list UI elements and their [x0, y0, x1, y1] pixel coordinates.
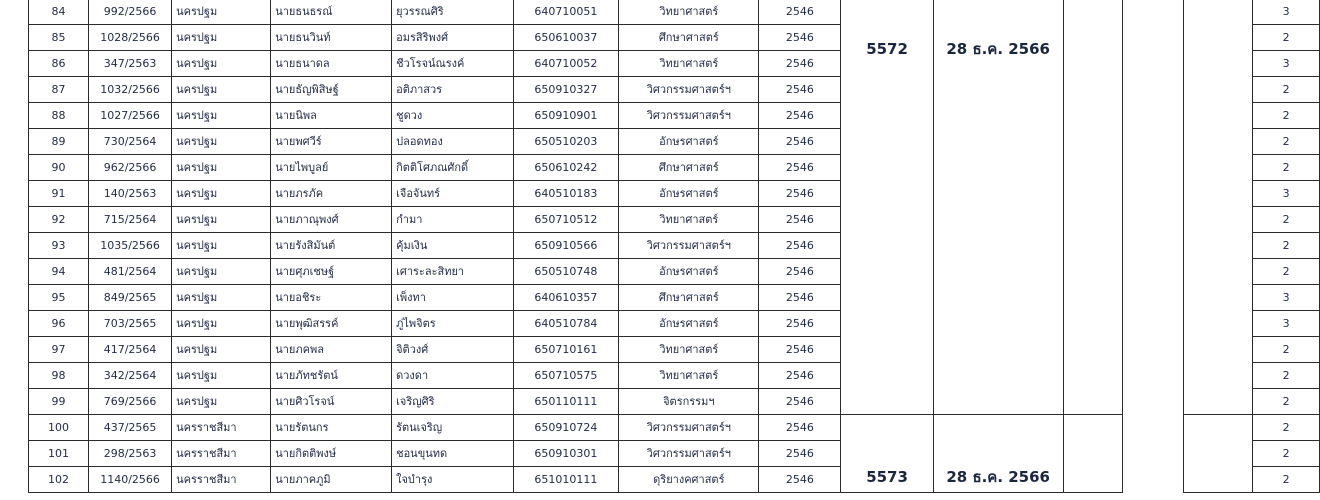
faculty-cell: วิศวกรรมศาสตร์ฯ	[619, 233, 759, 259]
first-name-cell: นายพุฒิสรรค์	[271, 311, 392, 337]
birth-year-cell: 2546	[759, 285, 841, 311]
units-cell: 3	[1253, 0, 1320, 25]
reference-number-cell: 703/2565	[89, 311, 172, 337]
birth-year-cell: 2546	[759, 441, 841, 467]
reference-number-cell: 481/2564	[89, 259, 172, 285]
province-cell: นครราชสีมา	[172, 467, 271, 493]
first-name-cell: นายพศวีร์	[271, 129, 392, 155]
first-name-cell: นายภรภัค	[271, 181, 392, 207]
faculty-cell: อักษรศาสตร์	[619, 181, 759, 207]
birth-year-cell: 2546	[759, 207, 841, 233]
row-number-cell: 92	[29, 207, 89, 233]
first-name-cell: นายธนธรณ์	[271, 0, 392, 25]
faculty-cell: วิทยาศาสตร์	[619, 337, 759, 363]
reference-number-cell: 417/2564	[89, 337, 172, 363]
units-cell: 2	[1253, 467, 1320, 493]
province-cell: นครปฐม	[172, 233, 271, 259]
faculty-cell: วิศวกรรมศาสตร์ฯ	[619, 441, 759, 467]
first-name-cell: นายอชิระ	[271, 285, 392, 311]
faculty-cell: วิศวกรรมศาสตร์ฯ	[619, 77, 759, 103]
reference-number-cell: 298/2563	[89, 441, 172, 467]
student-id-cell: 640710051	[513, 0, 619, 25]
units-cell: 2	[1253, 389, 1320, 415]
reference-number-cell: 437/2565	[89, 415, 172, 441]
birth-year-cell: 2546	[759, 25, 841, 51]
gap-column-cell	[1123, 415, 1184, 493]
units-cell: 2	[1253, 103, 1320, 129]
student-id-cell: 650910566	[513, 233, 619, 259]
order-date-cell: 28 ธ.ค. 2566	[933, 0, 1063, 415]
reference-number-cell: 1028/2566	[89, 25, 172, 51]
row-number-cell: 87	[29, 77, 89, 103]
reference-number-cell: 1035/2566	[89, 233, 172, 259]
reference-number-cell: 962/2566	[89, 155, 172, 181]
birth-year-cell: 2546	[759, 337, 841, 363]
birth-year-cell: 2546	[759, 233, 841, 259]
last-name-cell: กิตติโศภณศักดิ์	[392, 155, 513, 181]
student-id-cell: 650910301	[513, 441, 619, 467]
row-number-cell: 99	[29, 389, 89, 415]
last-name-cell: ปลอดทอง	[392, 129, 513, 155]
row-number-cell: 84	[29, 0, 89, 25]
last-name-cell: ชอนขุนทด	[392, 441, 513, 467]
birth-year-cell: 2546	[759, 389, 841, 415]
student-id-cell: 650710512	[513, 207, 619, 233]
faculty-cell: อักษรศาสตร์	[619, 129, 759, 155]
province-cell: นครปฐม	[172, 0, 271, 25]
reference-number-cell: 342/2564	[89, 363, 172, 389]
reference-number-cell: 347/2563	[89, 51, 172, 77]
province-cell: นครปฐม	[172, 259, 271, 285]
last-name-cell: ยุวรรณศิริ	[392, 0, 513, 25]
first-name-cell: นายภาณุพงศ์	[271, 207, 392, 233]
first-name-cell: นายไพบูลย์	[271, 155, 392, 181]
province-cell: นครปฐม	[172, 311, 271, 337]
units-cell: 2	[1253, 129, 1320, 155]
student-id-cell: 650910327	[513, 77, 619, 103]
units-cell: 2	[1253, 441, 1320, 467]
student-id-cell: 650910901	[513, 103, 619, 129]
row-number-cell: 88	[29, 103, 89, 129]
last-name-cell: เศาระละสิทยา	[392, 259, 513, 285]
birth-year-cell: 2546	[759, 0, 841, 25]
student-id-cell: 650710161	[513, 337, 619, 363]
faculty-cell: วิศวกรรมศาสตร์ฯ	[619, 103, 759, 129]
row-number-cell: 96	[29, 311, 89, 337]
faculty-cell: วิทยาศาสตร์	[619, 363, 759, 389]
row-number-cell: 90	[29, 155, 89, 181]
row-number-cell: 100	[29, 415, 89, 441]
last-name-cell: กำมา	[392, 207, 513, 233]
student-id-cell: 640510183	[513, 181, 619, 207]
first-name-cell: นายศุภเชษฐ์	[271, 259, 392, 285]
first-name-cell: นายรังสิมันต์	[271, 233, 392, 259]
province-cell: นครปฐม	[172, 363, 271, 389]
student-id-cell: 640610357	[513, 285, 619, 311]
province-cell: นครปฐม	[172, 207, 271, 233]
table-row	[29, 415, 1320, 441]
last-name-cell: เพ็งทา	[392, 285, 513, 311]
first-name-cell: นายธนวินท์	[271, 25, 392, 51]
table-body	[29, 0, 1320, 493]
student-id-cell: 651010111	[513, 467, 619, 493]
reference-number-cell: 140/2563	[89, 181, 172, 207]
birth-year-cell: 2546	[759, 155, 841, 181]
gap-column-cell	[1123, 0, 1184, 415]
order-date-cell: 28 ธ.ค. 2566	[933, 415, 1063, 493]
units-cell: 2	[1253, 77, 1320, 103]
province-cell: นครราชสีมา	[172, 415, 271, 441]
row-number-cell: 97	[29, 337, 89, 363]
last-name-cell: เจริญศิริ	[392, 389, 513, 415]
birth-year-cell: 2546	[759, 259, 841, 285]
student-id-cell: 650510748	[513, 259, 619, 285]
units-cell: 2	[1253, 259, 1320, 285]
row-number-cell: 93	[29, 233, 89, 259]
empty-column-cell	[1184, 415, 1253, 493]
province-cell: นครปฐม	[172, 155, 271, 181]
faculty-cell: วิศวกรรมศาสตร์ฯ	[619, 415, 759, 441]
units-cell: 2	[1253, 363, 1320, 389]
last-name-cell: รัตนเจริญ	[392, 415, 513, 441]
last-name-cell: จิติวงศ์	[392, 337, 513, 363]
first-name-cell: นายกิตติพงษ์	[271, 441, 392, 467]
units-cell: 2	[1253, 25, 1320, 51]
last-name-cell: ภู่ไพจิตร	[392, 311, 513, 337]
units-cell: 3	[1253, 181, 1320, 207]
units-cell: 3	[1253, 51, 1320, 77]
province-cell: นครปฐม	[172, 285, 271, 311]
province-cell: นครปฐม	[172, 25, 271, 51]
reference-number-cell: 730/2564	[89, 129, 172, 155]
faculty-cell: อักษรศาสตร์	[619, 259, 759, 285]
province-cell: นครปฐม	[172, 51, 271, 77]
first-name-cell: นายภัทชรัตน์	[271, 363, 392, 389]
birth-year-cell: 2546	[759, 103, 841, 129]
reference-number-cell: 992/2566	[89, 0, 172, 25]
faculty-cell: วิทยาศาสตร์	[619, 0, 759, 25]
student-id-cell: 650610037	[513, 25, 619, 51]
province-cell: นครปฐม	[172, 389, 271, 415]
first-name-cell: นายธัญพิสิษฐ์	[271, 77, 392, 103]
last-name-cell: ใจบำรุง	[392, 467, 513, 493]
student-id-cell: 650510203	[513, 129, 619, 155]
student-id-cell: 650610242	[513, 155, 619, 181]
first-name-cell: นายภาคภูมิ	[271, 467, 392, 493]
reference-number-cell: 769/2566	[89, 389, 172, 415]
faculty-cell: ศึกษาศาสตร์	[619, 155, 759, 181]
reference-number-cell: 1140/2566	[89, 467, 172, 493]
first-name-cell: นายรัตนกร	[271, 415, 392, 441]
row-number-cell: 101	[29, 441, 89, 467]
faculty-cell: จิตรกรรมฯ	[619, 389, 759, 415]
empty-column-cell	[1063, 415, 1123, 493]
province-cell: นครปฐม	[172, 181, 271, 207]
birth-year-cell: 2546	[759, 77, 841, 103]
order-code-cell: 5573	[841, 415, 933, 493]
order-code-cell: 5572	[841, 0, 933, 415]
row-number-cell: 95	[29, 285, 89, 311]
units-cell: 3	[1253, 285, 1320, 311]
province-cell: นครปฐม	[172, 337, 271, 363]
first-name-cell: นายธนาดล	[271, 51, 392, 77]
birth-year-cell: 2546	[759, 415, 841, 441]
last-name-cell: ดวงดา	[392, 363, 513, 389]
last-name-cell: ชีวโรจน์ณรงค์	[392, 51, 513, 77]
units-cell: 2	[1253, 233, 1320, 259]
last-name-cell: คุ้มเงิน	[392, 233, 513, 259]
units-cell: 2	[1253, 155, 1320, 181]
first-name-cell: นายนิพล	[271, 103, 392, 129]
reference-number-cell: 1027/2566	[89, 103, 172, 129]
last-name-cell: อติภาสวร	[392, 77, 513, 103]
row-number-cell: 86	[29, 51, 89, 77]
faculty-cell: ศึกษาศาสตร์	[619, 285, 759, 311]
province-cell: นครราชสีมา	[172, 441, 271, 467]
first-name-cell: นายภคพล	[271, 337, 392, 363]
table-row	[29, 0, 1320, 25]
student-id-cell: 650110111	[513, 389, 619, 415]
units-cell: 2	[1253, 337, 1320, 363]
student-id-cell: 640710052	[513, 51, 619, 77]
student-table	[28, 0, 1320, 493]
units-cell: 2	[1253, 415, 1320, 441]
birth-year-cell: 2546	[759, 467, 841, 493]
student-id-cell: 640510784	[513, 311, 619, 337]
faculty-cell: ศึกษาศาสตร์	[619, 25, 759, 51]
row-number-cell: 85	[29, 25, 89, 51]
faculty-cell: ดุริยางคศาสตร์	[619, 467, 759, 493]
birth-year-cell: 2546	[759, 129, 841, 155]
empty-column-cell	[1184, 0, 1253, 415]
last-name-cell: ชูดวง	[392, 103, 513, 129]
row-number-cell: 91	[29, 181, 89, 207]
student-id-cell: 650910724	[513, 415, 619, 441]
province-cell: นครปฐม	[172, 103, 271, 129]
reference-number-cell: 715/2564	[89, 207, 172, 233]
faculty-cell: วิทยาศาสตร์	[619, 51, 759, 77]
row-number-cell: 98	[29, 363, 89, 389]
student-id-cell: 650710575	[513, 363, 619, 389]
reference-number-cell: 849/2565	[89, 285, 172, 311]
row-number-cell: 89	[29, 129, 89, 155]
row-number-cell: 102	[29, 467, 89, 493]
empty-column-cell	[1063, 0, 1123, 415]
last-name-cell: เจือจันทร์	[392, 181, 513, 207]
birth-year-cell: 2546	[759, 363, 841, 389]
faculty-cell: วิทยาศาสตร์	[619, 207, 759, 233]
units-cell: 2	[1253, 207, 1320, 233]
first-name-cell: นายศิวโรจน์	[271, 389, 392, 415]
province-cell: นครปฐม	[172, 129, 271, 155]
units-cell: 3	[1253, 311, 1320, 337]
row-number-cell: 94	[29, 259, 89, 285]
last-name-cell: อมรสิริพงศ์	[392, 25, 513, 51]
birth-year-cell: 2546	[759, 181, 841, 207]
province-cell: นครปฐม	[172, 77, 271, 103]
birth-year-cell: 2546	[759, 311, 841, 337]
faculty-cell: อักษรศาสตร์	[619, 311, 759, 337]
reference-number-cell: 1032/2566	[89, 77, 172, 103]
birth-year-cell: 2546	[759, 51, 841, 77]
